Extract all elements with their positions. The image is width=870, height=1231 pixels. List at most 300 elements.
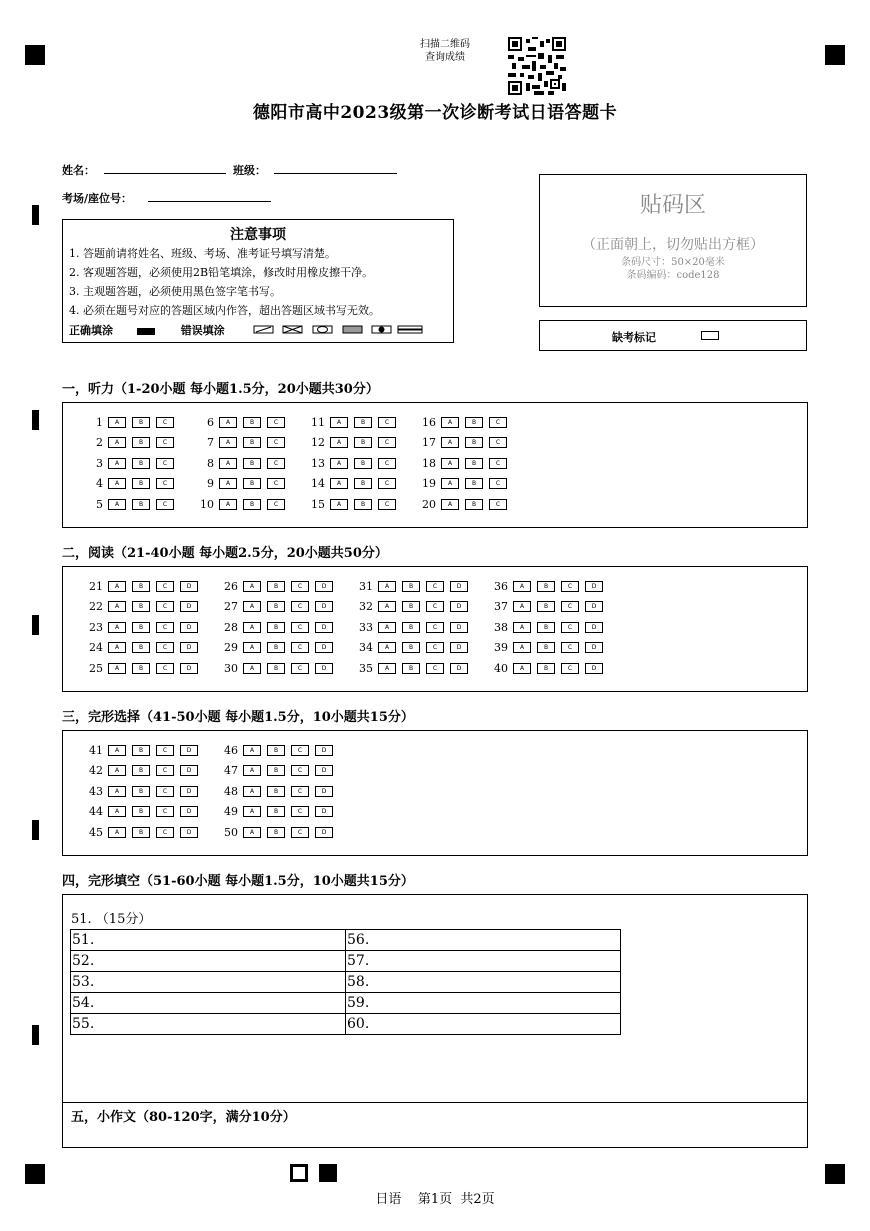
question-number: 19 — [422, 477, 436, 490]
option-bubble-b[interactable]: B — [465, 458, 483, 469]
question-24 — [77, 642, 204, 653]
option-bubble-a[interactable]: A — [219, 417, 237, 428]
option-bubble-c[interactable]: C — [291, 622, 309, 633]
question-10 — [188, 499, 291, 510]
option-bubble-d[interactable]: D — [450, 622, 468, 633]
option-bubble-c[interactable]: C — [426, 581, 444, 592]
question-42 — [77, 765, 204, 776]
option-bubble-b[interactable]: B — [132, 478, 150, 489]
question-36 — [482, 581, 609, 592]
option-bubble-a[interactable]: A — [108, 478, 126, 489]
section-heading-cloze-fill: 四，完形填空（51-60小题 每小题1.5分，10小题共15分） — [62, 874, 414, 889]
option-bubble-b[interactable]: B — [243, 437, 261, 448]
option-bubble-a[interactable]: A — [243, 581, 261, 592]
option-bubble-d[interactable]: D — [180, 642, 198, 653]
question-14 — [299, 478, 402, 489]
option-bubble-b[interactable]: B — [537, 601, 555, 612]
notes-item: 1. 答题前请将姓名、班级、考场、准考证号填写清楚。 — [69, 247, 336, 260]
option-bubble-d[interactable]: D — [180, 806, 198, 817]
question-50 — [212, 827, 339, 838]
option-bubble-a[interactable]: A — [513, 642, 531, 653]
option-bubble-a[interactable]: A — [513, 581, 531, 592]
option-bubble-c[interactable]: C — [156, 478, 174, 489]
option-bubble-d[interactable]: D — [450, 581, 468, 592]
option-bubble-a[interactable]: A — [108, 458, 126, 469]
option-bubble-d[interactable]: D — [180, 581, 198, 592]
option-bubble-b[interactable]: B — [132, 663, 150, 674]
question-number: 25 — [89, 662, 103, 675]
absent-mark-box — [539, 320, 807, 351]
answer-cell[interactable]: 55. — [71, 1014, 346, 1035]
option-bubble-a[interactable]: A — [108, 581, 126, 592]
answer-cell[interactable]: 58. — [346, 972, 621, 993]
question-number: 43 — [89, 785, 103, 798]
option-bubble-d[interactable]: D — [450, 663, 468, 674]
question-13 — [299, 458, 402, 469]
option-bubble-c[interactable]: C — [378, 417, 396, 428]
question-number: 2 — [96, 436, 103, 449]
option-bubble-c[interactable]: C — [561, 642, 579, 653]
option-bubble-a[interactable]: A — [108, 622, 126, 633]
option-bubble-b[interactable]: B — [354, 458, 372, 469]
option-bubble-b[interactable]: B — [267, 745, 285, 756]
option-bubble-b[interactable]: B — [354, 437, 372, 448]
option-bubble-c[interactable]: C — [156, 663, 174, 674]
option-bubble-c[interactable]: C — [489, 458, 507, 469]
qr-caption — [408, 38, 482, 64]
option-bubble-b[interactable]: B — [267, 765, 285, 776]
option-bubble-b[interactable]: B — [465, 437, 483, 448]
option-bubble-a[interactable]: A — [513, 601, 531, 612]
option-bubble-c[interactable]: C — [291, 642, 309, 653]
option-bubble-b[interactable]: B — [402, 642, 420, 653]
option-bubble-b[interactable]: B — [132, 786, 150, 797]
option-bubble-b[interactable]: B — [402, 581, 420, 592]
option-bubble-a[interactable]: A — [219, 458, 237, 469]
option-bubble-b[interactable]: B — [267, 642, 285, 653]
option-bubble-a[interactable]: A — [441, 458, 459, 469]
option-bubble-c[interactable]: C — [156, 806, 174, 817]
question-number: 7 — [207, 436, 214, 449]
question-number: 47 — [224, 764, 238, 777]
option-bubble-a[interactable]: A — [108, 417, 126, 428]
question-number: 48 — [224, 785, 238, 798]
option-bubble-a[interactable]: A — [219, 478, 237, 489]
answer-cell[interactable]: 52. — [71, 951, 346, 972]
option-bubble-c[interactable]: C — [291, 827, 309, 838]
option-bubble-d[interactable]: D — [315, 806, 333, 817]
option-bubble-c[interactable]: C — [156, 601, 174, 612]
qr-caption-line: 查询成绩 — [425, 52, 465, 63]
option-bubble-c[interactable]: C — [489, 478, 507, 489]
corner-mark-top-left — [25, 45, 45, 65]
option-bubble-b[interactable]: B — [267, 786, 285, 797]
answer-cell[interactable]: 57. — [346, 951, 621, 972]
answer-cell[interactable]: 54. — [71, 993, 346, 1014]
question-21 — [77, 581, 204, 592]
corner-mark-top-right — [825, 45, 845, 65]
section-heading-cloze-choice: 三，完形选择（41-50小题 每小题1.5分，10小题共15分） — [62, 710, 414, 725]
question-22 — [77, 601, 204, 612]
question-number: 50 — [224, 826, 238, 839]
question-32 — [347, 601, 474, 612]
option-bubble-b[interactable]: B — [267, 806, 285, 817]
answer-cell[interactable]: 53. — [71, 972, 346, 993]
option-bubble-c[interactable]: C — [156, 458, 174, 469]
option-bubble-b[interactable]: B — [132, 601, 150, 612]
option-bubble-a[interactable]: A — [243, 601, 261, 612]
option-bubble-c[interactable]: C — [156, 622, 174, 633]
question-number: 34 — [359, 641, 373, 654]
question-number: 33 — [359, 621, 373, 634]
option-bubble-c[interactable]: C — [378, 437, 396, 448]
question-number: 44 — [89, 805, 103, 818]
option-bubble-d[interactable]: D — [180, 622, 198, 633]
question-4 — [77, 478, 180, 489]
question-38 — [482, 622, 609, 633]
option-bubble-c[interactable]: C — [426, 642, 444, 653]
option-bubble-c[interactable]: C — [267, 499, 285, 510]
option-bubble-b[interactable]: B — [132, 806, 150, 817]
question-number: 21 — [89, 580, 103, 593]
option-bubble-a[interactable]: A — [108, 601, 126, 612]
notes-item: 4. 必须在题号对应的答题区域内作答，超出答题区域书写无效。 — [69, 304, 380, 317]
name-field[interactable] — [104, 173, 226, 174]
option-bubble-c[interactable]: C — [156, 499, 174, 510]
question-11 — [299, 417, 402, 428]
question-29 — [212, 642, 339, 653]
option-bubble-d[interactable]: D — [450, 601, 468, 612]
question-1 — [77, 417, 180, 428]
question-31 — [347, 581, 474, 592]
option-bubble-c[interactable]: C — [489, 437, 507, 448]
option-bubble-b[interactable]: B — [537, 642, 555, 653]
option-bubble-b[interactable]: B — [132, 458, 150, 469]
question-12 — [299, 437, 402, 448]
option-bubble-d[interactable]: D — [180, 827, 198, 838]
page-marker-solid — [319, 1164, 337, 1182]
timing-mark — [32, 205, 39, 225]
option-bubble-d[interactable]: D — [315, 765, 333, 776]
question-number: 37 — [494, 600, 508, 613]
option-bubble-c[interactable]: C — [561, 581, 579, 592]
question-number: 14 — [311, 477, 325, 490]
qr-code-icon — [508, 37, 566, 95]
notes-heading: 注意事项 — [230, 227, 286, 243]
answer-cell[interactable]: 59. — [346, 993, 621, 1014]
table-row — [71, 972, 621, 993]
option-bubble-b[interactable]: B — [267, 827, 285, 838]
option-bubble-a[interactable]: A — [441, 417, 459, 428]
option-bubble-c[interactable]: C — [426, 601, 444, 612]
option-bubble-a[interactable]: A — [219, 437, 237, 448]
section-heading-listening: 一，听力（1-20小题 每小题1.5分，20小题共30分） — [62, 382, 379, 397]
option-bubble-b[interactable]: B — [354, 417, 372, 428]
barcode-title: 贴码区 — [639, 193, 706, 218]
option-bubble-d[interactable]: D — [315, 786, 333, 797]
question-number: 29 — [224, 641, 238, 654]
option-bubble-c[interactable]: C — [489, 499, 507, 510]
option-bubble-c[interactable]: C — [156, 417, 174, 428]
table-row — [71, 930, 621, 951]
question-number: 8 — [207, 457, 214, 470]
option-bubble-d[interactable]: D — [315, 663, 333, 674]
option-bubble-a[interactable]: A — [378, 642, 396, 653]
option-bubble-b[interactable]: B — [465, 417, 483, 428]
option-bubble-b[interactable]: B — [243, 417, 261, 428]
option-bubble-b[interactable]: B — [402, 622, 420, 633]
option-bubble-a[interactable]: A — [330, 478, 348, 489]
question-number: 49 — [224, 805, 238, 818]
option-bubble-b[interactable]: B — [267, 663, 285, 674]
option-bubble-d[interactable]: D — [585, 601, 603, 612]
option-bubble-d[interactable]: D — [180, 786, 198, 797]
question-41 — [77, 745, 204, 756]
barcode-instruction: （正面朝上，切勿贴出方框） — [582, 237, 764, 253]
qr-caption-line: 扫描二维码 — [420, 39, 470, 50]
option-bubble-c[interactable]: C — [291, 786, 309, 797]
seat-field[interactable] — [148, 201, 271, 202]
option-bubble-b[interactable]: B — [132, 417, 150, 428]
option-bubble-a[interactable]: A — [219, 499, 237, 510]
fill-blank-table — [70, 929, 621, 1035]
option-bubble-a[interactable]: A — [243, 745, 261, 756]
option-bubble-a[interactable]: A — [330, 437, 348, 448]
option-bubble-d[interactable]: D — [315, 642, 333, 653]
option-bubble-a[interactable]: A — [441, 437, 459, 448]
option-bubble-b[interactable]: B — [243, 499, 261, 510]
option-bubble-c[interactable]: C — [156, 786, 174, 797]
timing-mark — [32, 1025, 39, 1045]
option-bubble-b[interactable]: B — [465, 478, 483, 489]
option-bubble-a[interactable]: A — [243, 765, 261, 776]
timing-mark — [32, 820, 39, 840]
question-number: 16 — [422, 416, 436, 429]
notes-box — [62, 219, 454, 343]
question-27 — [212, 601, 339, 612]
option-bubble-a[interactable]: A — [330, 417, 348, 428]
option-bubble-a[interactable]: A — [108, 786, 126, 797]
option-bubble-b[interactable]: B — [537, 581, 555, 592]
option-bubble-c[interactable]: C — [267, 458, 285, 469]
option-bubble-b[interactable]: B — [402, 663, 420, 674]
option-bubble-a[interactable]: A — [243, 827, 261, 838]
option-bubble-a[interactable]: A — [243, 806, 261, 817]
option-bubble-a[interactable]: A — [108, 827, 126, 838]
option-bubble-c[interactable]: C — [561, 601, 579, 612]
option-bubble-b[interactable]: B — [402, 601, 420, 612]
question-5 — [77, 499, 180, 510]
option-bubble-b[interactable]: B — [132, 622, 150, 633]
option-bubble-d[interactable]: D — [180, 745, 198, 756]
table-row — [71, 993, 621, 1014]
option-bubble-c[interactable]: C — [267, 417, 285, 428]
option-bubble-b[interactable]: B — [132, 499, 150, 510]
option-bubble-c[interactable]: C — [291, 806, 309, 817]
option-bubble-c[interactable]: C — [291, 581, 309, 592]
question-17 — [410, 437, 513, 448]
seat-label: 考场/座位号： — [62, 192, 133, 205]
question-number: 31 — [359, 580, 373, 593]
option-bubble-d[interactable]: D — [180, 663, 198, 674]
cloze-choice-panel — [62, 730, 808, 856]
question-number: 11 — [311, 416, 325, 429]
option-bubble-c[interactable]: C — [156, 437, 174, 448]
option-bubble-c[interactable]: C — [156, 765, 174, 776]
option-bubble-a[interactable]: A — [378, 663, 396, 674]
name-label: 姓名： — [62, 164, 95, 177]
question-34 — [347, 642, 474, 653]
question-number: 42 — [89, 764, 103, 777]
option-bubble-d[interactable]: D — [180, 601, 198, 612]
answer-cell[interactable]: 51. — [71, 930, 346, 951]
option-bubble-a[interactable]: A — [441, 478, 459, 489]
question-30 — [212, 663, 339, 674]
option-bubble-d[interactable]: D — [450, 642, 468, 653]
section-heading-essay: 五，小作文（80-120字，满分10分） — [71, 1110, 296, 1125]
option-bubble-a[interactable]: A — [243, 622, 261, 633]
option-bubble-d[interactable]: D — [180, 765, 198, 776]
question-47 — [212, 765, 339, 776]
fill-example-row — [69, 322, 225, 338]
option-bubble-b[interactable]: B — [537, 622, 555, 633]
barcode-area — [539, 174, 807, 307]
option-bubble-b[interactable]: B — [267, 622, 285, 633]
option-bubble-b[interactable]: B — [132, 642, 150, 653]
question-number: 4 — [96, 477, 103, 490]
option-bubble-c[interactable]: C — [291, 745, 309, 756]
option-bubble-a[interactable]: A — [243, 642, 261, 653]
question-44 — [77, 806, 204, 817]
option-bubble-a[interactable]: A — [378, 622, 396, 633]
question-25 — [77, 663, 204, 674]
question-46 — [212, 745, 339, 756]
question-33 — [347, 622, 474, 633]
option-bubble-b[interactable]: B — [243, 478, 261, 489]
cloze-fill-header: 51. （15分） — [71, 912, 152, 927]
option-bubble-b[interactable]: B — [267, 601, 285, 612]
option-bubble-b[interactable]: B — [243, 458, 261, 469]
absent-label: 缺考标记 — [612, 331, 656, 344]
option-bubble-a[interactable]: A — [108, 437, 126, 448]
option-bubble-c[interactable]: C — [378, 478, 396, 489]
question-number: 35 — [359, 662, 373, 675]
option-bubble-d[interactable]: D — [315, 827, 333, 838]
option-bubble-a[interactable]: A — [378, 581, 396, 592]
option-bubble-d[interactable]: D — [315, 622, 333, 633]
question-20 — [410, 499, 513, 510]
option-bubble-c[interactable]: C — [426, 622, 444, 633]
option-bubble-c[interactable]: C — [156, 642, 174, 653]
option-bubble-b[interactable]: B — [132, 581, 150, 592]
question-number: 45 — [89, 826, 103, 839]
answer-cell[interactable]: 60. — [346, 1014, 621, 1035]
section-heading-reading: 二，阅读（21-40小题 每小题2.5分，20小题共50分） — [62, 546, 388, 561]
option-bubble-a[interactable]: A — [513, 663, 531, 674]
option-bubble-a[interactable]: A — [243, 786, 261, 797]
option-bubble-b[interactable]: B — [132, 765, 150, 776]
option-bubble-c[interactable]: C — [156, 581, 174, 592]
question-number: 1 — [96, 416, 103, 429]
option-bubble-d[interactable]: D — [315, 581, 333, 592]
option-bubble-d[interactable]: D — [315, 745, 333, 756]
reading-panel — [62, 566, 808, 692]
corner-mark-bottom-right — [825, 1164, 845, 1184]
page-footer: 日语 第1页 共2页 — [375, 1192, 495, 1207]
option-bubble-c[interactable]: C — [267, 478, 285, 489]
option-bubble-b[interactable]: B — [132, 437, 150, 448]
option-bubble-b[interactable]: B — [465, 499, 483, 510]
question-number: 13 — [311, 457, 325, 470]
option-bubble-a[interactable]: A — [330, 499, 348, 510]
option-bubble-d[interactable]: D — [585, 642, 603, 653]
option-bubble-c[interactable]: C — [291, 765, 309, 776]
option-bubble-d[interactable]: D — [585, 663, 603, 674]
option-bubble-c[interactable]: C — [561, 622, 579, 633]
option-bubble-a[interactable]: A — [108, 745, 126, 756]
option-bubble-c[interactable]: C — [489, 417, 507, 428]
option-bubble-a[interactable]: A — [108, 499, 126, 510]
option-bubble-a[interactable]: A — [513, 622, 531, 633]
question-number: 24 — [89, 641, 103, 654]
option-bubble-a[interactable]: A — [243, 663, 261, 674]
class-field[interactable] — [274, 173, 397, 174]
absent-checkbox[interactable] — [701, 331, 719, 340]
option-bubble-c[interactable]: C — [426, 663, 444, 674]
question-number: 30 — [224, 662, 238, 675]
option-bubble-b[interactable]: B — [537, 663, 555, 674]
option-bubble-c[interactable]: C — [156, 745, 174, 756]
option-bubble-b[interactable]: B — [267, 581, 285, 592]
option-bubble-d[interactable]: D — [585, 581, 603, 592]
question-number: 12 — [311, 436, 325, 449]
answer-cell[interactable]: 56. — [346, 930, 621, 951]
question-18 — [410, 458, 513, 469]
option-bubble-c[interactable]: C — [378, 458, 396, 469]
option-bubble-a[interactable]: A — [330, 458, 348, 469]
option-bubble-c[interactable]: C — [291, 663, 309, 674]
option-bubble-c[interactable]: C — [378, 499, 396, 510]
option-bubble-a[interactable]: A — [108, 806, 126, 817]
option-bubble-c[interactable]: C — [156, 827, 174, 838]
option-bubble-d[interactable]: D — [585, 622, 603, 633]
option-bubble-b[interactable]: B — [354, 478, 372, 489]
option-bubble-d[interactable]: D — [315, 601, 333, 612]
option-bubble-a[interactable]: A — [108, 663, 126, 674]
question-number: 20 — [422, 498, 436, 511]
option-bubble-a[interactable]: A — [108, 765, 126, 776]
question-9 — [188, 478, 291, 489]
table-row — [71, 951, 621, 972]
option-bubble-c[interactable]: C — [561, 663, 579, 674]
question-39 — [482, 642, 609, 653]
question-2 — [77, 437, 180, 448]
option-bubble-c[interactable]: C — [291, 601, 309, 612]
option-bubble-a[interactable]: A — [108, 642, 126, 653]
question-number: 41 — [89, 744, 103, 757]
option-bubble-b[interactable]: B — [354, 499, 372, 510]
option-bubble-c[interactable]: C — [267, 437, 285, 448]
table-row — [71, 1014, 621, 1035]
question-number: 39 — [494, 641, 508, 654]
question-35 — [347, 663, 474, 674]
question-number: 40 — [494, 662, 508, 675]
question-number: 9 — [207, 477, 214, 490]
option-bubble-b[interactable]: B — [132, 745, 150, 756]
option-bubble-a[interactable]: A — [441, 499, 459, 510]
option-bubble-b[interactable]: B — [132, 827, 150, 838]
option-bubble-a[interactable]: A — [378, 601, 396, 612]
